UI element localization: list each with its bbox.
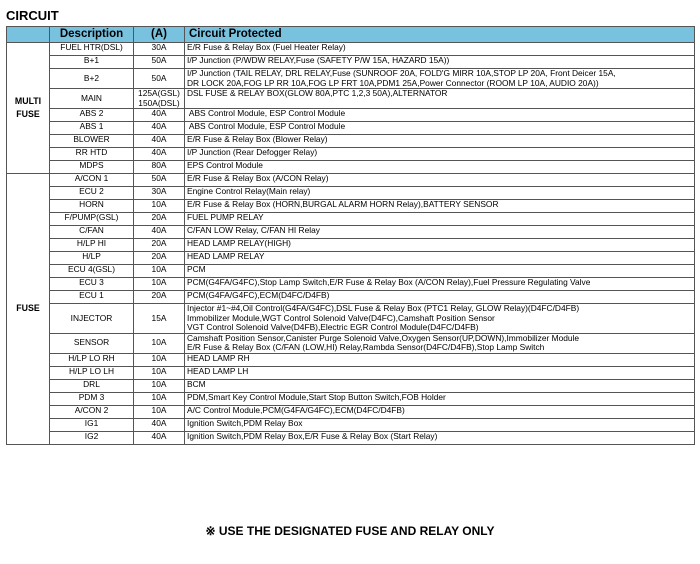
fuse-name: B+2 <box>50 69 134 89</box>
circuit-protected <box>185 174 695 187</box>
table-row <box>7 187 695 200</box>
fuse-amperage <box>134 174 185 187</box>
fuse-amperage <box>134 353 185 366</box>
fuse-name: F/PUMP(GSL) <box>50 213 134 226</box>
amperage-line: 80A <box>151 160 167 170</box>
fuse-name: ECU 4(GSL) <box>50 265 134 278</box>
table-row <box>7 174 695 187</box>
circuit-protected <box>185 89 695 109</box>
multi-fuse-label-line1: MULTI <box>14 96 42 106</box>
amperage-line: 40A <box>151 147 167 157</box>
table-row <box>7 304 695 334</box>
fuse-amperage <box>134 226 185 239</box>
fuse-name: BLOWER <box>50 135 134 148</box>
fuse-name: RR HTD <box>50 148 134 161</box>
circuit-line: Ignition Switch,PDM Relay Box,E/R Fuse & Relay Box (Start Relay) <box>187 430 438 441</box>
table-row <box>7 148 695 161</box>
table-row <box>7 278 695 291</box>
circuit-protected <box>185 278 695 291</box>
fuse-amperage <box>134 418 185 431</box>
fuse-amperage <box>134 239 185 252</box>
circuit-protected <box>185 265 695 278</box>
circuit-protected <box>185 213 695 226</box>
circuit-line: ABS Control Module, ESP Control Module <box>187 121 346 131</box>
amperage-line: 30A <box>151 186 167 196</box>
circuit-line: PDM,Smart Key Control Module,Start Stop Button Switch,FOB Holder <box>187 391 446 402</box>
table-row <box>7 379 695 392</box>
fuse-name: MAIN <box>50 89 134 109</box>
table-row <box>7 213 695 226</box>
table-row <box>7 366 695 379</box>
fuse-amperage <box>134 291 185 304</box>
header-amps: (A) <box>134 27 185 43</box>
amperage-line: 10A <box>151 264 167 274</box>
circuit-line: E/R Fuse & Relay Box (C/FAN (LOW,HI) Relay,Rambda Sensor(D4FC/D4FB),Stop Lamp Switch <box>187 342 545 352</box>
circuit-protected <box>185 405 695 418</box>
amperage-line: 10A <box>151 277 167 287</box>
fuse-amperage <box>134 392 185 405</box>
table-row <box>7 200 695 213</box>
circuit-line: Injector #1~#4,Oil Control(G4FA/G4FC),DSL Fuse & Relay Box (PTC1 Relay, GLOW Relay)(D4FC/D4FB) <box>187 303 580 313</box>
fuse-amperage <box>134 148 185 161</box>
circuit-line: E/R Fuse & Relay Box (HORN,BURGAL ALARM HORN Relay),BATTERY SENSOR <box>187 199 499 209</box>
amperage-line: 40A <box>151 121 167 131</box>
circuit-line: I/P Junction (P/WDW RELAY,Fuse (SAFETY P/W 15A, HAZARD 15A)) <box>187 55 450 65</box>
fuse-name: ABS 1 <box>50 122 134 135</box>
fuse-amperage <box>134 431 185 444</box>
circuit-line: ABS Control Module, ESP Control Module <box>187 108 346 118</box>
circuit-line: C/FAN LOW Relay, C/FAN HI Relay <box>187 225 320 235</box>
fuse-group-label <box>7 174 50 445</box>
circuit-line: DSL FUSE & RELAY BOX(GLOW 80A,PTC 1,2,3 50A),ALTERNATOR <box>187 88 448 98</box>
fuse-amperage <box>134 109 185 122</box>
table-row <box>7 161 695 174</box>
circuit-protected <box>185 200 695 213</box>
fuse-amperage <box>134 405 185 418</box>
amperage-line: 40A <box>151 134 167 144</box>
fuse-name: H/LP LO RH <box>50 353 134 366</box>
table-header-row <box>7 27 695 43</box>
circuit-line: PCM(G4FA/G4FC),ECM(D4FC/D4FB) <box>187 290 330 300</box>
amperage-line: 125A(GSL) <box>138 88 180 98</box>
circuit-line: HEAD LAMP RELAY(HIGH) <box>187 238 291 248</box>
amperage-line: 10A <box>151 337 167 348</box>
fuse-name: ECU 1 <box>50 291 134 304</box>
amperage-line: 30A <box>151 42 167 52</box>
circuit-line: BCM <box>187 378 206 389</box>
circuit-line: E/R Fuse & Relay Box (A/CON Relay) <box>187 173 329 183</box>
circuit-protected <box>185 353 695 366</box>
table-row <box>7 56 695 69</box>
table-row <box>7 265 695 278</box>
table-row <box>7 135 695 148</box>
circuit-protected <box>185 135 695 148</box>
fuse-amperage <box>134 278 185 291</box>
fuse-name: SENSOR <box>50 333 134 353</box>
circuit-protected <box>185 392 695 405</box>
table-row <box>7 109 695 122</box>
circuit-line: HEAD LAMP LH <box>187 365 249 376</box>
fuse-name: ABS 2 <box>50 109 134 122</box>
circuit-line: Ignition Switch,PDM Relay Box <box>187 417 303 428</box>
amperage-line: 20A <box>151 238 167 248</box>
table-row <box>7 431 695 444</box>
header-description: Description <box>50 27 134 43</box>
table-row <box>7 239 695 252</box>
circuit-protected <box>185 148 695 161</box>
fuse-amperage <box>134 379 185 392</box>
circuit-protected <box>185 431 695 444</box>
fuse-amperage <box>134 213 185 226</box>
fuse-name: ECU 3 <box>50 278 134 291</box>
fuse-name: FUEL HTR(DSL) <box>50 43 134 56</box>
table-row <box>7 291 695 304</box>
multi_fuse-group-label <box>7 43 50 174</box>
amperage-line: 10A <box>151 365 167 376</box>
circuit-line: EPS Control Module <box>187 160 263 170</box>
fuse-amperage <box>134 161 185 174</box>
fuse-amperage <box>134 304 185 334</box>
fuse-name: A/CON 1 <box>50 174 134 187</box>
circuit-line: E/R Fuse & Relay Box (Fuel Heater Relay) <box>187 42 346 52</box>
fuse-name: IG1 <box>50 418 134 431</box>
circuit-line: PCM(G4FA/G4FC),Stop Lamp Switch,E/R Fuse & Relay Box (A/CON Relay),Fuel Pressure Regulating Valve <box>187 277 591 287</box>
table-row <box>7 333 695 353</box>
fuse-amperage <box>134 265 185 278</box>
circuit-protected <box>185 56 695 69</box>
circuit-line: HEAD LAMP RELAY <box>187 251 265 261</box>
table-row <box>7 89 695 109</box>
fuse-name: ECU 2 <box>50 187 134 200</box>
amperage-line: 10A <box>151 199 167 209</box>
amperage-line: 50A <box>151 173 167 183</box>
circuit-line: Engine Control Relay(Main relay) <box>187 186 311 196</box>
circuit-protected <box>185 333 695 353</box>
fuse-amperage <box>134 89 185 109</box>
circuit-line: Camshaft Position Sensor,Canister Purge Solenoid Valve,Oxygen Sensor(UP,DOWN),Immobilizer Module <box>187 332 580 343</box>
table-row <box>7 226 695 239</box>
circuit-protected <box>185 291 695 304</box>
circuit-line: I/P Junction (TAIL RELAY, DRL RELAY,Fuse (SUNROOF 20A, FOLD'G MIRR 10A,STOP LP 20A, Front Deicer 15A, <box>187 68 616 78</box>
circuit-protected <box>185 304 695 334</box>
fuse-amperage <box>134 333 185 353</box>
circuit-protected <box>185 43 695 56</box>
circuit-line: A/C Control Module,PCM(G4FA/G4FC),ECM(D4FC/D4FB) <box>187 404 405 415</box>
fuse-amperage <box>134 135 185 148</box>
amperage-line: 40A <box>151 108 167 118</box>
fuse-name: HORN <box>50 200 134 213</box>
fuse-name: MDPS <box>50 161 134 174</box>
section-title: CIRCUIT <box>6 8 59 23</box>
circuit-protected <box>185 252 695 265</box>
circuit-line: FUEL PUMP RELAY <box>187 212 264 222</box>
circuit-line: I/P Junction (Rear Defogger Relay) <box>187 147 318 157</box>
circuit-protected <box>185 161 695 174</box>
amperage-line: 40A <box>151 417 167 428</box>
circuit-protected <box>185 379 695 392</box>
circuit-protected <box>185 69 695 89</box>
fuse-amperage <box>134 43 185 56</box>
circuit-line: PCM <box>187 264 206 274</box>
table-row <box>7 353 695 366</box>
table-row <box>7 43 695 56</box>
circuit-protected <box>185 418 695 431</box>
fuse-label: FUSE <box>16 303 40 314</box>
amperage-line: 20A <box>151 290 167 300</box>
fuse-name: C/FAN <box>50 226 134 239</box>
circuit-protected <box>185 239 695 252</box>
header-group <box>7 27 50 43</box>
amperage-line: 50A <box>151 55 167 65</box>
fuse-amperage <box>134 252 185 265</box>
amperage-line: 50A <box>151 72 167 83</box>
circuit-table <box>6 26 695 445</box>
amperage-line: 20A <box>151 212 167 222</box>
fuse-amperage <box>134 366 185 379</box>
amperage-line: 10A <box>151 404 167 415</box>
circuit-line: Immobilizer Module,WGT Control Solenoid Valve(D4FC),Camshaft Position Sensor <box>187 312 495 323</box>
amperage-line: 40A <box>151 225 167 235</box>
fuse-name: IG2 <box>50 431 134 444</box>
table-row <box>7 392 695 405</box>
circuit-line: HEAD LAMP RH <box>187 352 250 363</box>
fuse-amperage <box>134 200 185 213</box>
fuse-name: H/LP <box>50 252 134 265</box>
circuit-protected <box>185 187 695 200</box>
header-circuit-protected: Circuit Protected <box>185 27 695 43</box>
circuit-protected <box>185 109 695 122</box>
circuit-protected <box>185 226 695 239</box>
fuse-name: H/LP HI <box>50 239 134 252</box>
amperage-line: 10A <box>151 391 167 402</box>
amperage-line: 10A <box>151 378 167 389</box>
fuse-name: A/CON 2 <box>50 405 134 418</box>
circuit-protected <box>185 366 695 379</box>
table-row <box>7 405 695 418</box>
fuse-name: PDM 3 <box>50 392 134 405</box>
multi-fuse-label-line2: FUSE <box>16 109 40 119</box>
table-body <box>7 43 695 445</box>
fuse-name: INJECTOR <box>50 304 134 334</box>
footer-note: ※ USE THE DESIGNATED FUSE AND RELAY ONLY <box>205 524 495 538</box>
fuse-amperage <box>134 187 185 200</box>
amperage-line: 40A <box>151 430 167 441</box>
fuse-amperage <box>134 122 185 135</box>
table-row <box>7 122 695 135</box>
amperage-line: 150A(DSL) <box>138 97 180 108</box>
circuit-protected <box>185 122 695 135</box>
fuse-name: H/LP LO LH <box>50 366 134 379</box>
fuse-name: DRL <box>50 379 134 392</box>
table-row <box>7 69 695 89</box>
fuse-name: B+1 <box>50 56 134 69</box>
fuse-amperage <box>134 69 185 89</box>
circuit-line: DR LOCK 20A,FOG LP RR 10A,FOG LP FRT 10A,PDM1 25A,Power Connector (ROOM LP 10A, AUDIO 20A)) <box>187 77 599 88</box>
fuse-amperage <box>134 56 185 69</box>
table-row <box>7 418 695 431</box>
amperage-line: 15A <box>151 312 167 323</box>
circuit-line: E/R Fuse & Relay Box (Blower Relay) <box>187 134 328 144</box>
amperage-line: 20A <box>151 251 167 261</box>
table-row <box>7 252 695 265</box>
circuit-line: VGT Control Solenoid Valve(D4FB),Electric EGR Control Module(D4FC/D4FB) <box>187 322 479 332</box>
amperage-line: 10A <box>151 352 167 363</box>
